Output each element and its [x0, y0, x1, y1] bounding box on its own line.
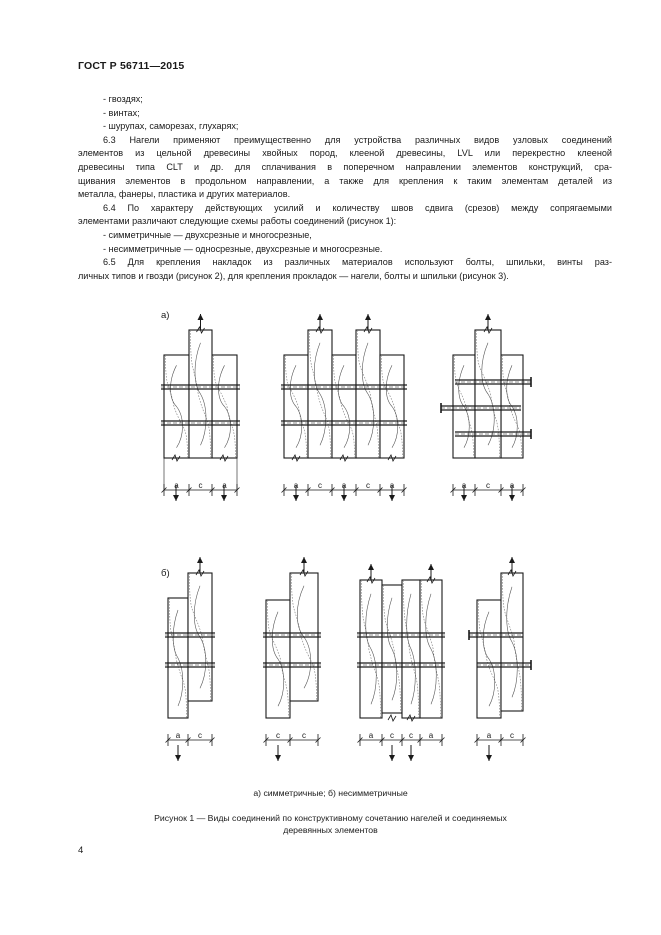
figure-caption-line: Рисунок 1 — Виды соединений по конструктивному сочетанию нагелей и соединяемых [154, 813, 507, 823]
paragraph-line: 6.3 Нагели применяют преимущественно для устройства различных видов узловых соединений [103, 134, 612, 145]
force-arrow-head [275, 755, 281, 761]
list-item: - шурупах, саморезах, глухарях; [103, 121, 239, 132]
force-arrow-head [293, 495, 299, 501]
page-number: 4 [78, 845, 84, 856]
list-item: - несимметричные — односрезные, двухсрезные и многосрезные. [103, 243, 383, 254]
force-arrow-head [221, 495, 227, 501]
force-arrow-head [509, 495, 515, 501]
force-arrow-head [389, 755, 395, 761]
document-header: ГОСТ Р 56711—2015 [78, 60, 185, 72]
dimension-label: с [198, 731, 202, 740]
list-item: - винтах; [103, 107, 140, 118]
dimension-label: с [486, 481, 490, 490]
figure-joints [0, 290, 661, 798]
force-arrow-head [408, 755, 414, 761]
figure-caption-line: деревянных элементов [283, 825, 378, 835]
dimension-label: с [390, 731, 394, 740]
dimension-label: а [175, 731, 181, 740]
force-arrow-head [486, 755, 492, 761]
force-arrow-head [509, 557, 515, 563]
paragraph-line: металла, фанеры, пластика и других материалов. [78, 189, 291, 200]
break-mark [388, 715, 396, 721]
paragraph-line: щивания элементов в продольном направлении, а также для крепления к таким элементам деталей из [78, 175, 612, 186]
force-arrow-head [368, 564, 374, 570]
dimension-label: а [174, 481, 179, 490]
dimension-label: с [198, 481, 203, 490]
dimension-label: с [510, 731, 514, 740]
force-arrow-head [428, 564, 434, 570]
paragraph-line: элементами различают следующие схемы работы соединений (рисунок 1): [78, 216, 397, 227]
dimension-label: а [293, 481, 299, 490]
force-arrow-head [485, 314, 491, 320]
paragraph-line: элементов из цельной древесины хвойных пород, клееной древесины, LVL или перекрестно клееной [78, 148, 612, 159]
force-arrow-head [461, 495, 467, 501]
dimension-label: а [341, 481, 347, 490]
dimension-label: с [409, 731, 413, 740]
dimension-label: с [318, 481, 322, 490]
dimension-label: а [368, 731, 374, 740]
paragraph-line: личных типов и гвозди (рисунок 2), для крепления прокладок — нагели, болты и шпильки (рисунок 3). [78, 270, 509, 281]
dimension-label: а [428, 731, 434, 740]
dimension-label: с [366, 481, 370, 490]
force-arrow-head [173, 495, 179, 501]
dimension-label: а [486, 731, 492, 740]
figure-label-a: а) [161, 310, 170, 321]
figure-legend: а) симметричные; б) несимметричные [253, 788, 408, 798]
force-arrow-head [301, 557, 307, 563]
paragraph-line: 6.4 По характеру действующих усилий и количеству швов сдвига (срезов) между сопрягаемыми [103, 202, 612, 213]
force-arrow-head [341, 495, 347, 501]
paragraph-line: 6.5 Для крепления накладок из различных материалов используют болты, шпильки, винты раз- [103, 257, 612, 268]
paragraph-line: древесины типа CLT и др. для сплачивания в поперечном направлении элементов конструкций, сра- [78, 161, 612, 172]
dimension-label: а [461, 481, 467, 490]
force-arrow-head [198, 314, 204, 320]
dimension-label: а [222, 481, 227, 490]
force-arrow-head [317, 314, 323, 320]
figure-label-b: б) [161, 568, 170, 579]
dimension-label: а [509, 481, 515, 490]
force-arrow-head [175, 755, 181, 761]
force-arrow-head [389, 495, 395, 501]
dimension-label: с [276, 731, 280, 740]
dimension-label: с [302, 731, 306, 740]
dimension-label: а [389, 481, 395, 490]
force-arrow-head [197, 557, 203, 563]
body-text [78, 93, 612, 283]
list-item: - гвоздях; [103, 94, 143, 104]
joint-diagram [0, 290, 661, 790]
list-item: - симметричные — двухсрезные и многосрезные, [103, 229, 312, 240]
force-arrow-head [365, 314, 371, 320]
